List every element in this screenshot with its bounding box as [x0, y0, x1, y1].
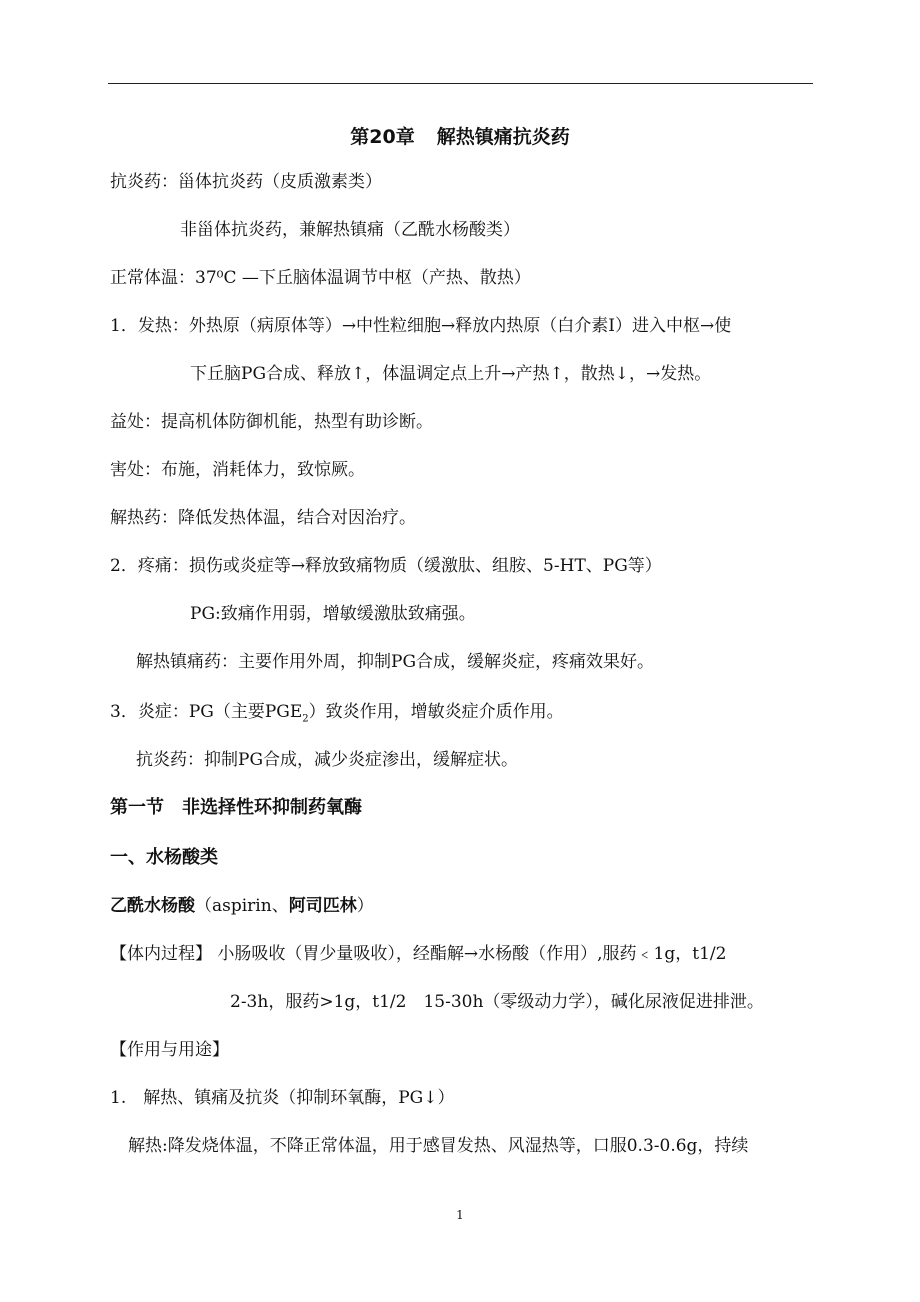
effect-item-1: 1. 解热、镇痛及抗炎（抑制环氧酶，PG↓） [110, 1088, 455, 1108]
section-heading: 第一节 非选择性环抑制药氧酶 [110, 797, 362, 818]
subsection-heading: 一、水杨酸类 [110, 847, 218, 868]
drug-heading [110, 894, 374, 918]
inflammation-prefix: 3．炎症：PG（主要PGE [110, 702, 303, 722]
text-line: 非甾体抗炎药，兼解热镇痛（乙酰水杨酸类） [180, 220, 520, 240]
text-line: 益处：提高机体防御机能，热型有助诊断。 [110, 412, 433, 432]
drug-close: ） [356, 896, 374, 916]
text-line: 害处：布施，消耗体力，致惊厥。 [110, 460, 365, 480]
inflammation-line [110, 700, 564, 731]
drug-open: （aspirin、 [195, 896, 289, 916]
text-line: 正常体温：37⁰C —下丘脑体温调节中枢（产热、散热） [110, 268, 531, 288]
text-line: 下丘脑PG合成、释放↑，体温调定点上升→产热↑，散热↓，→发热。 [190, 364, 712, 384]
process-line-1: 【体内过程】 小肠吸收（胃少量吸收），经酯解→水杨酸（作用）,服药﹤1g，t1/2 [110, 944, 727, 964]
drug-alias: 阿司匹林 [288, 896, 357, 916]
text-line: 解热镇痛药：主要作用外周，抑制PG合成，缓解炎症，疼痛效果好。 [136, 652, 655, 672]
chapter-title [0, 122, 920, 149]
text-line: 抗炎药：抑制PG合成，减少炎症渗出，缓解症状。 [136, 750, 519, 770]
header-rule [108, 83, 813, 84]
inflammation-suffix: ）致炎作用，增敏炎症介质作用。 [308, 702, 564, 722]
effects-heading: 【作用与用途】 [110, 1040, 229, 1060]
antipyretic-line: 解热:降发烧体温，不降正常体温，用于感冒发热、风湿热等，口服0.3-0.6g，持续 [128, 1136, 749, 1156]
text-line: 解热药：降低发热体温，结合对因治疗。 [110, 508, 416, 528]
text-line: 抗炎药：甾体抗炎药（皮质激素类） [110, 172, 382, 192]
page-number: 1 [456, 1208, 464, 1222]
chapter-name: 解热镇痛抗炎药 [436, 126, 570, 148]
chapter-number: 第20章 [350, 126, 415, 148]
drug-name: 乙酰水杨酸 [110, 896, 195, 916]
text-line: 2．疼痛：损伤或炎症等→释放致痛物质（缓激肽、组胺、5-HT、PG等） [110, 556, 662, 576]
inflammation-subscript: 2 [302, 713, 309, 725]
process-line-2: 2-3h，服药>1g，t1/2 15-30h（零级动力学），碱化尿液促进排泄。 [230, 992, 764, 1012]
text-line: 1．发热：外热原（病原体等）→中性粒细胞→释放内热原（白介素Ⅰ）进入中枢→使 [110, 316, 732, 336]
text-line: PG:致痛作用弱，增敏缓激肽致痛强。 [190, 604, 476, 624]
